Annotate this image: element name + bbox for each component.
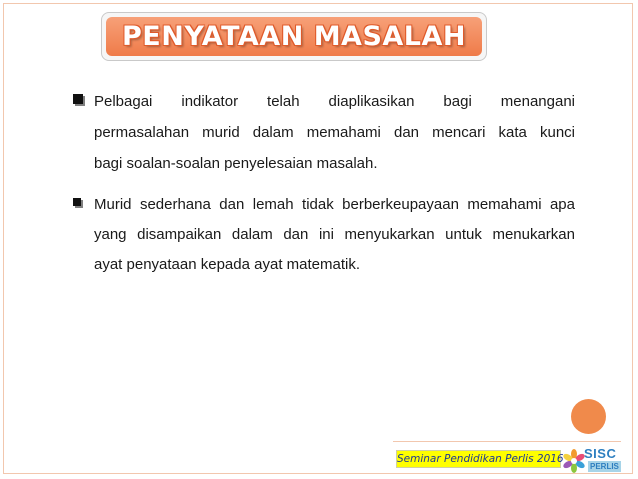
logo-text: SISC <box>584 446 617 461</box>
slide-content <box>73 86 575 280</box>
bullet-text-line: permasalahan murid dalam memahami dan mencari kata kunci <box>94 124 575 141</box>
bullet-text-line: Pelbagai indikator telah diaplikasikan bagi menangani <box>94 93 575 110</box>
bullet-point <box>73 190 575 280</box>
decorative-circle-icon <box>571 399 606 434</box>
bullet-text-line: Murid sederhana dan lemah tidak berberkeupayaan memahami apa <box>94 196 575 213</box>
slide-title: PENYATAAN MASALAH <box>121 21 466 52</box>
bullet-text-line: bagi soalan-soalan penyelesaian masalah. <box>94 155 378 172</box>
logo-subtext: PERLIS <box>590 462 619 471</box>
bullet-text-line: yang disampaikan dalam dan ini menyukarkan untuk menukarkan <box>94 226 575 243</box>
footer <box>393 441 621 479</box>
sisc-logo <box>563 444 619 476</box>
footer-caption: Seminar Pendidikan Perlis 2016 <box>396 450 561 468</box>
flower-logo-icon <box>563 446 585 476</box>
title-banner <box>101 12 487 61</box>
bullet-text-line: ayat penyataan kepada ayat matematik. <box>94 256 361 273</box>
square-bullet-icon <box>73 198 83 208</box>
title-pill <box>106 17 482 56</box>
square-bullet-icon <box>73 94 85 106</box>
bullet-point <box>73 86 575 179</box>
